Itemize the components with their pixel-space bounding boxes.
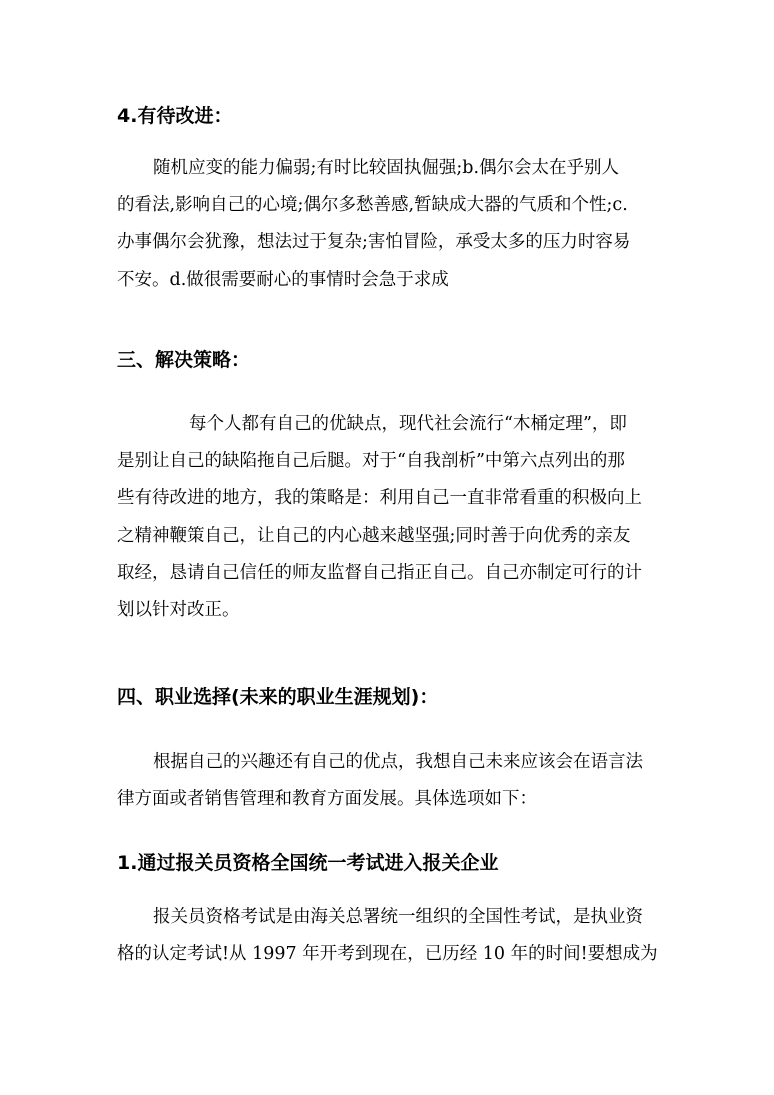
text-line: 是别让自己的缺陷拖自己后腿。对于“自我剖析”中第六点列出的那: [117, 451, 625, 472]
text-line: 之精神鞭策自己，让自己的内心越来越坚强;同时善于向优秀的亲友: [117, 525, 631, 546]
text-line: 随机应变的能力偏弱;有时比较固执倔强;b.偶尔会太在乎别人: [153, 158, 620, 178]
heading-solution-strategy: 三、解决策略：: [117, 349, 251, 371]
text-line: 划以针对改正。: [117, 599, 240, 620]
text-line: 些有待改进的地方，我的策略是：利用自己一直非常看重的积极向上: [117, 488, 642, 509]
text-line: 律方面或者销售管理和教育方面发展。具体选项如下：: [117, 789, 537, 810]
text-line: 格的认定考试!从 1997 年开考到现在，已历经 10 年的时间!要想成为: [117, 944, 658, 965]
heading-career-choice: 四、职业选择(未来的职业生涯规划)：: [117, 686, 439, 708]
heading-customs-exam: 1.通过报关员资格全国统一考试进入报关企业: [117, 852, 499, 874]
text-line: 取经，恳请自己信任的师友监督自己指正自己。自己亦制定可行的计: [117, 562, 642, 583]
text-line: 报关员资格考试是由海关总署统一组织的全国性考试，是执业资: [153, 907, 643, 927]
paragraph-career-choice: [117, 744, 662, 818]
text-line: 办事偶尔会犹豫，想法过于复杂;害怕冒险，承受太多的压力时容易: [117, 232, 631, 253]
paragraph-to-improve: [117, 150, 662, 299]
text-line: 每个人都有自己的优缺点，现代社会流行“木桶定理”，即: [189, 414, 627, 434]
paragraph-customs-exam: [117, 899, 662, 973]
text-line: 根据自己的兴趣还有自己的优点，我想自己未来应该会在语言法: [153, 752, 643, 772]
text-line: 不安。d.做很需要耐心的事情时会急于求成: [117, 269, 449, 290]
heading-to-improve: 4.有待改进：: [117, 105, 233, 127]
paragraph-solution-strategy: [117, 406, 662, 629]
text-line: 的看法,影响自己的心境;偶尔多愁善感,暂缺成大器的气质和个性;c.: [117, 195, 628, 216]
